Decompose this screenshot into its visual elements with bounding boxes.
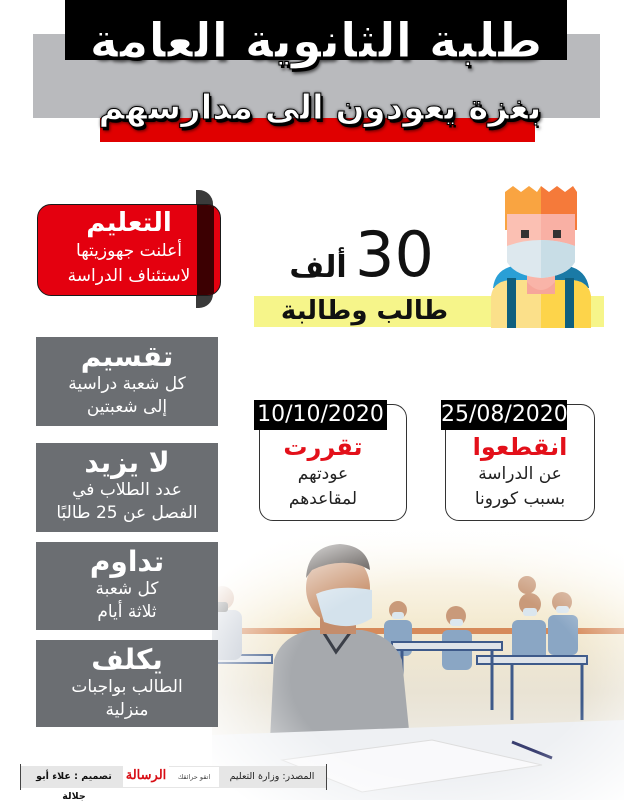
timeline-heading: تقررت	[283, 433, 363, 461]
fact-line: الفصل عن 25 طالبًا	[56, 503, 198, 523]
education-card	[37, 204, 221, 296]
fact-heading: يكلف	[91, 643, 163, 676]
fact-heading: تداوم	[89, 545, 165, 578]
fact-line: كل شعبة دراسية	[68, 374, 186, 394]
timeline-body	[445, 432, 595, 512]
footer-credits	[20, 764, 327, 802]
fact-line: إلى شعبتين	[86, 397, 168, 417]
timeline-line: عن الدراسة	[478, 464, 562, 484]
timeline-date: 25/08/2020	[441, 400, 567, 430]
fact-heading: لا يزيد	[84, 446, 170, 479]
fact-heading: تقسيم	[80, 340, 174, 373]
fact-box	[36, 337, 218, 426]
timeline-line: عودتهم	[297, 464, 349, 484]
timeline-line: لمقاعدهم	[288, 489, 358, 509]
timeline-date: 10/10/2020	[254, 400, 387, 430]
fact-box	[36, 443, 218, 532]
timeline-body	[259, 432, 387, 512]
education-line: لاستئناف الدراسة	[67, 266, 191, 286]
timeline-line: بسبب كورونا	[474, 489, 566, 509]
fact-line: عدد الطلاب في	[72, 480, 182, 500]
publisher-logo: الرسالة	[123, 765, 169, 787]
fact-line: الطالب بواجبات	[71, 677, 183, 697]
fact-box	[36, 640, 218, 727]
fact-line: ثلاثة أيام	[97, 602, 157, 622]
page-title: طلبة الثانوية العامة	[89, 13, 543, 69]
education-heading: التعليم	[86, 208, 172, 238]
fact-box	[36, 542, 218, 630]
footer-source: المصدر: وزارة التعليم	[229, 771, 315, 782]
education-line: أعلنت جهوزيتها	[76, 241, 182, 261]
footer-design-credit: تصميم : علاء أبو جلالة	[36, 771, 112, 802]
footer-motto: اتقو حرائقك	[169, 767, 219, 787]
page-subtitle: بغزة يعودون الى مدارسهم	[98, 88, 542, 128]
timeline-heading: انقطعوا	[472, 433, 568, 461]
students-label: طالب وطالبة	[280, 296, 449, 326]
students-count: 30	[355, 218, 434, 291]
fact-line: كل شعبة	[95, 579, 159, 599]
fact-line: منزلية	[105, 700, 149, 720]
classroom-photo	[212, 530, 624, 800]
masked-student-icon	[483, 178, 598, 328]
students-unit: ألف	[289, 250, 347, 285]
